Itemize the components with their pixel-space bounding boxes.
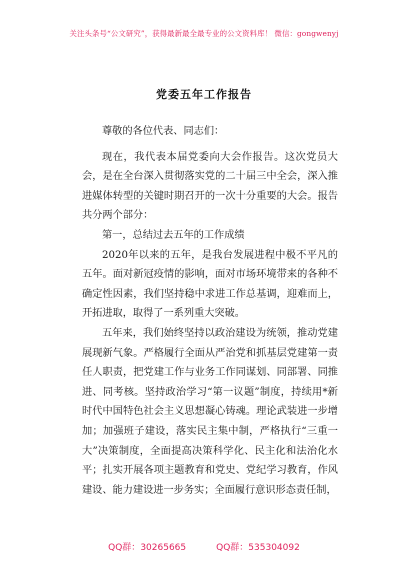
paragraph-section-heading: 第一，总结过去五年的工作成绩	[102, 229, 245, 241]
paragraph-intro: 现在，我代表本届党委向大会作报告。这次党员大会，是在全台深入贯彻落实党的二十届三中全会，深入推进媒体转型的关键时期召开的一次十分重要的大会。报告共分两个部分：	[82, 151, 338, 222]
document-body	[82, 122, 338, 500]
footer-qq-label-1: QQ群：	[108, 543, 141, 553]
paragraph-five-years: 2020年以来的五年，是我台发展进程中极不平凡的五年。面对新冠疫情的影响，面对市场环境带来的各种不确定性因素，我们坚持稳中求进工作总基调，迎难而上，开拓进取，取得了一系列重大突破。	[82, 249, 338, 320]
footer-qq-groups	[0, 540, 408, 553]
paragraph-party-building: 五年来，我们始终坚持以政治建设为统领，推动党建展现新气象。严格履行全面从严治党和抓基层党建第一责任人职责，把党建工作与业务工作同谋划、同部署、同推进、同考核。坚持政治学习“第一议题”制度，持续用*新时代中国特色社会主义思想凝心铸魂。理论武装进一步增加；加强班子建设，落实民主集中制，严格执行“三重一大”决策制度，全面提高决策科学化、民主化和法治化水平；扎实开展各项主题教育和党史、党纪学习教育，作风建设、能力建设进一步务实；全面履行意识形态责任制，	[82, 327, 338, 496]
document-title: 党委五年工作报告	[156, 88, 252, 101]
salutation: 尊敬的各位代表、同志们：	[102, 126, 225, 137]
footer-qq-group-1: 30265665	[140, 543, 187, 553]
footer-qq-group-2: 535304092	[248, 543, 300, 553]
footer-qq-label-2: QQ群：	[216, 543, 249, 553]
header-note: 关注头条号“公文研究”，获得最新最全最专业的公文资料库！ 微信：gongwenyj	[69, 29, 339, 38]
